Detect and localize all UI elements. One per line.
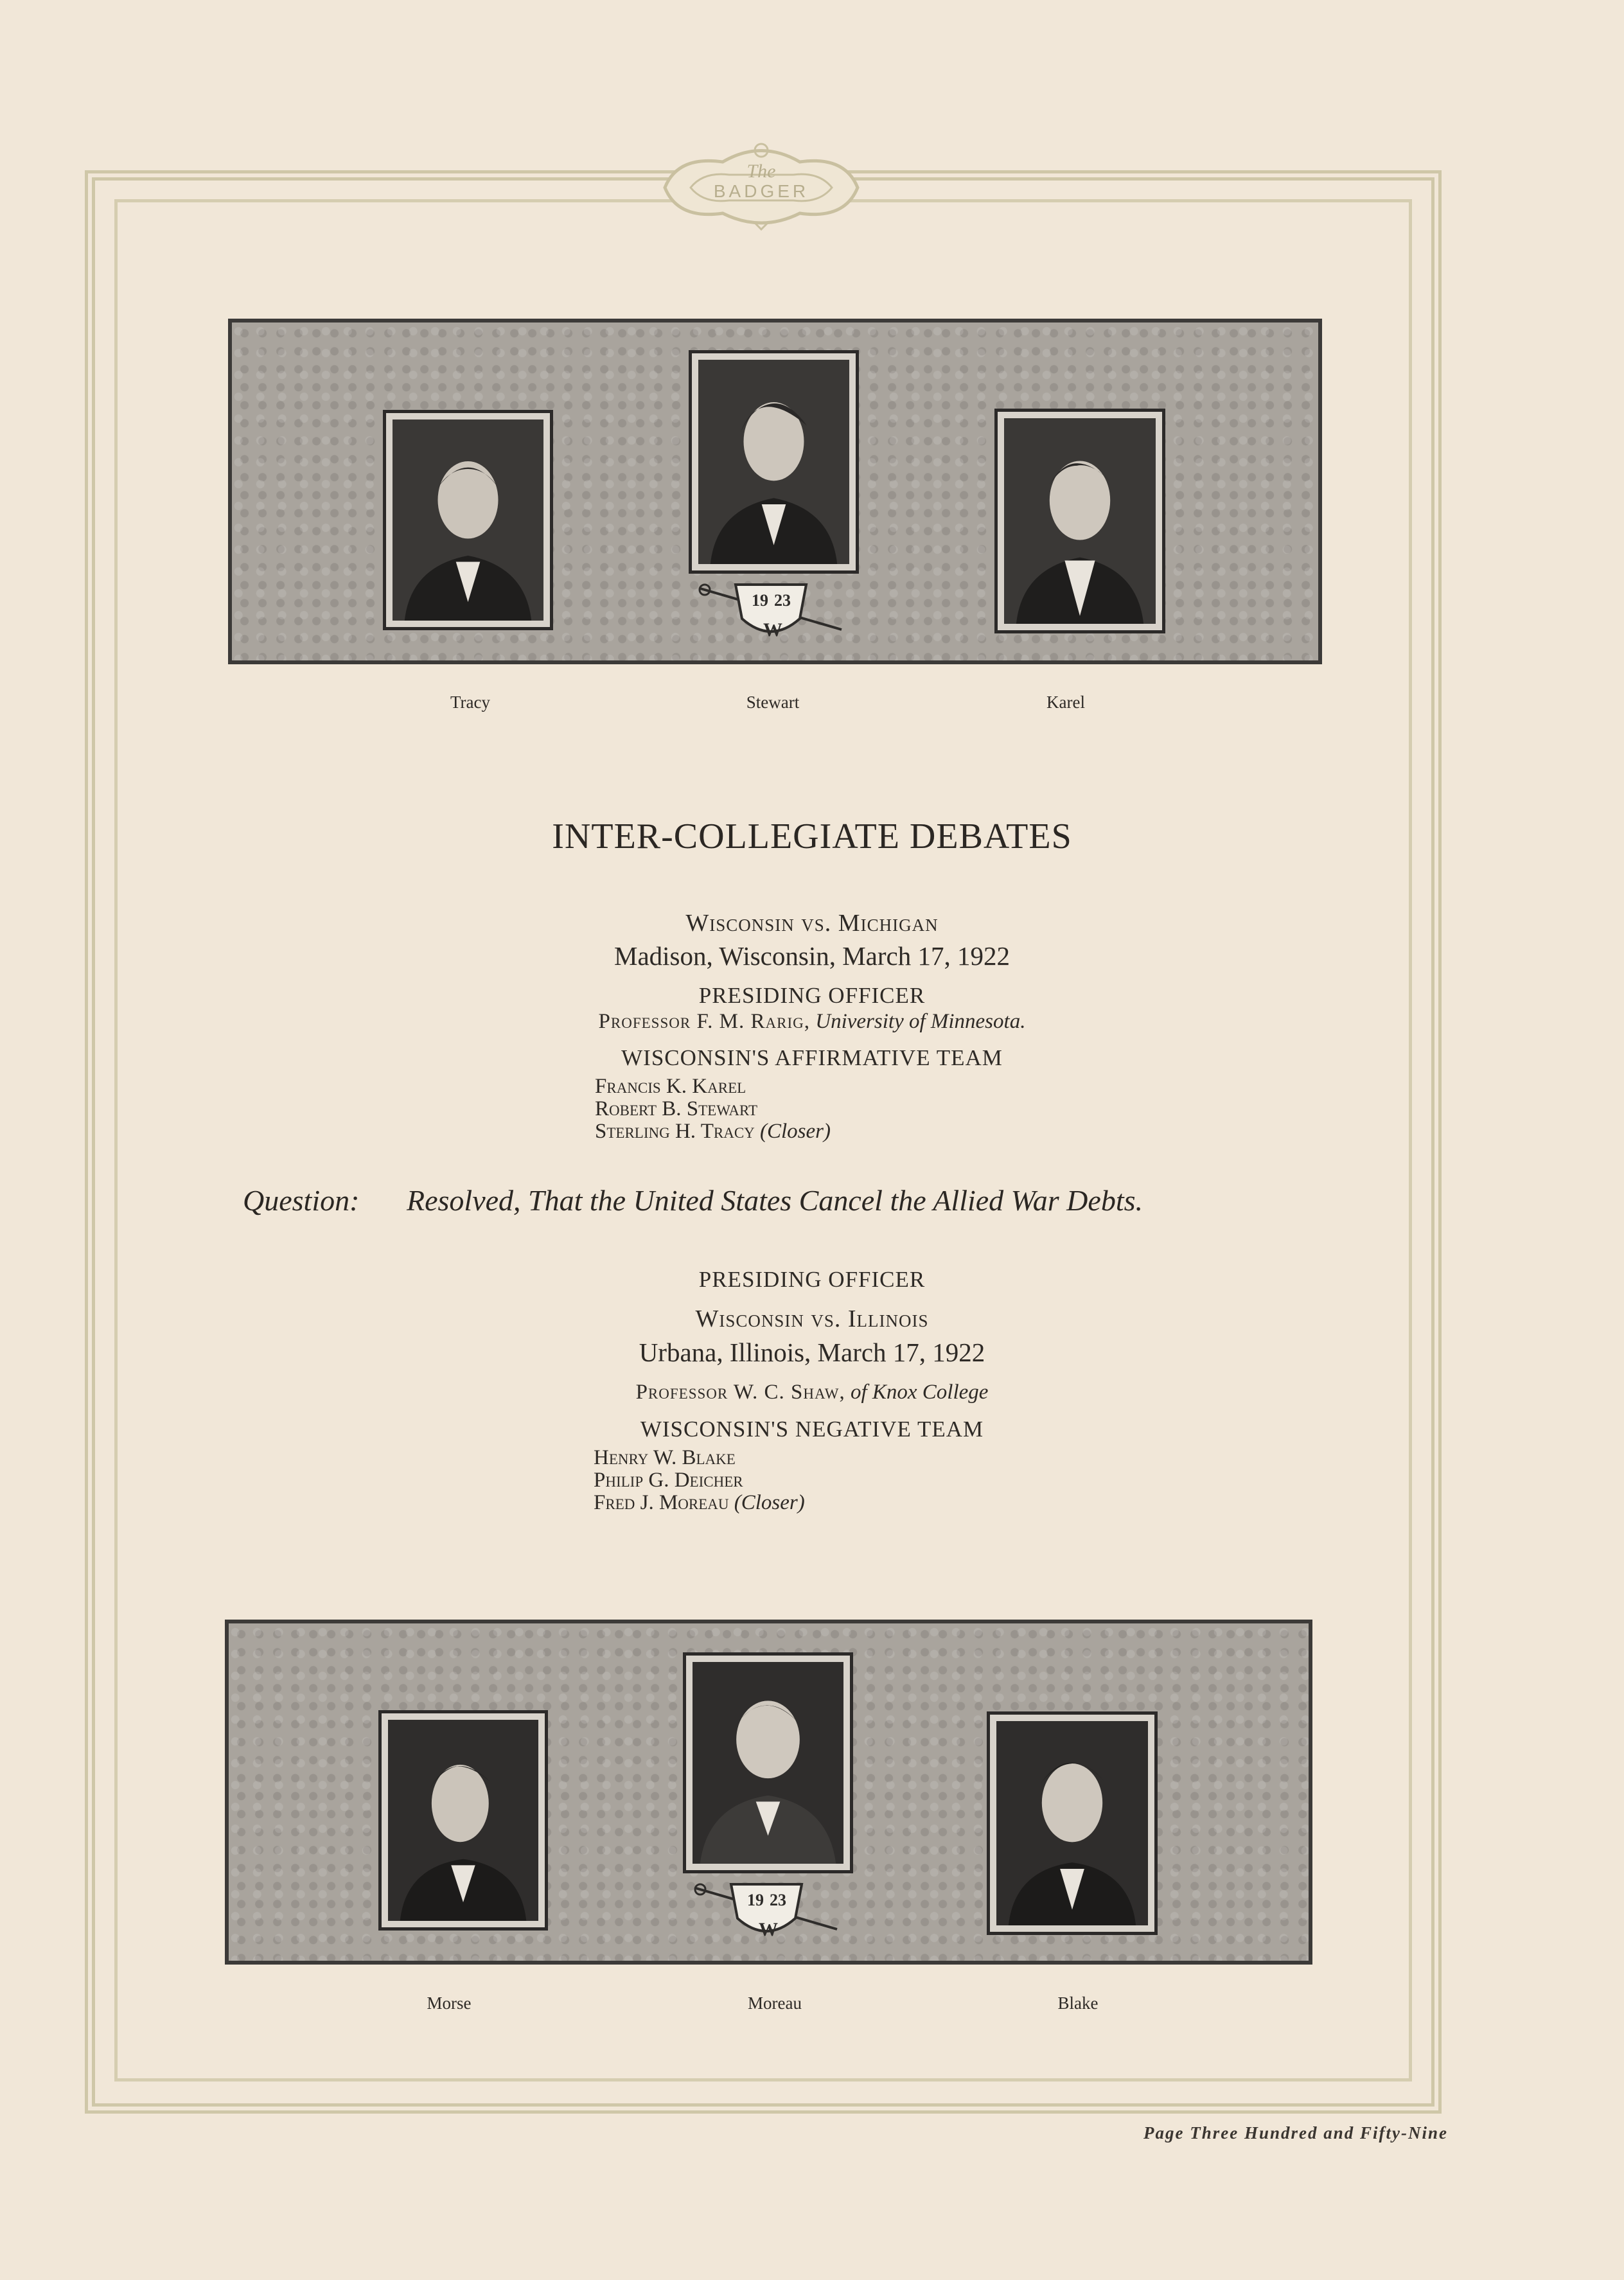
- portrait-photo-icon: [693, 1662, 843, 1864]
- portrait-photo-icon: [996, 1721, 1148, 1925]
- emblem-year-top: 19: [752, 591, 768, 610]
- crest-small-text: The: [746, 161, 776, 182]
- portrait-photo-icon: [388, 1720, 538, 1921]
- debate1-matchup: Wisconsin vs. Michigan: [685, 910, 939, 937]
- class-emblem-icon: [697, 577, 845, 648]
- debate1-team-heading: WISCONSIN'S AFFIRMATIVE TEAM: [621, 1045, 1003, 1070]
- portrait-tracy: [383, 410, 553, 630]
- emblem-year-top: 19: [747, 1891, 764, 1909]
- closer-note: (Closer): [760, 1120, 831, 1143]
- debate1-place-date: Madison, Wisconsin, March 17, 1922: [614, 941, 1010, 971]
- portrait-stewart: [689, 350, 859, 574]
- closer-note: (Closer): [734, 1491, 805, 1514]
- debate2-officer-heading: PRESIDING OFFICER: [698, 1267, 926, 1292]
- team-member: Fred J. Moreau (Closer): [594, 1491, 805, 1514]
- portrait-photo-icon: [393, 420, 543, 621]
- debate1-officer-name: Professor F. M. Rarig,: [598, 1010, 810, 1033]
- debate2-team-list: [594, 1447, 805, 1514]
- class-of-1923-emblem: [693, 1877, 840, 1947]
- debate1-officer-affiliation: University of Minnesota.: [815, 1010, 1026, 1033]
- debate2-officer: [0, 1381, 1624, 1404]
- class-of-1923-emblem: [697, 577, 845, 648]
- caption-morse: Morse: [427, 1993, 472, 2013]
- caption-tracy: Tracy: [450, 693, 490, 712]
- caption-moreau: Moreau: [748, 1993, 802, 2013]
- debate1-team-list: [595, 1075, 831, 1143]
- team-member: Philip G. Deicher: [594, 1469, 743, 1492]
- debate2-officer-name: Professor W. C. Shaw,: [635, 1381, 845, 1404]
- question-label: Question:: [243, 1184, 360, 1217]
- debate2-matchup: Wisconsin vs. Illinois: [695, 1305, 929, 1332]
- emblem-year-bottom: 23: [774, 591, 791, 610]
- emblem-year-bottom: 23: [770, 1891, 786, 1909]
- debate-question: [243, 1183, 1143, 1217]
- question-text: Resolved, That the United States Cancel the Allied War Debts.: [407, 1184, 1143, 1217]
- debate2-officer-affiliation: of Knox College: [850, 1381, 989, 1404]
- class-emblem-icon: [693, 1877, 840, 1947]
- debate1-officer-heading: PRESIDING OFFICER: [698, 983, 926, 1008]
- team-member: Robert B. Stewart: [595, 1097, 758, 1120]
- portrait-photo-icon: [1004, 418, 1156, 624]
- portrait-moreau: [683, 1652, 853, 1873]
- portrait-karel: [994, 409, 1165, 633]
- caption-blake: Blake: [1057, 1993, 1099, 2013]
- caption-karel: Karel: [1046, 693, 1085, 712]
- debate1-officer: [0, 1010, 1624, 1034]
- caption-stewart: Stewart: [746, 693, 800, 712]
- page-title: INTER-COLLEGIATE DEBATES: [552, 817, 1072, 856]
- team-member: Henry W. Blake: [594, 1446, 736, 1469]
- portrait-blake: [987, 1711, 1158, 1935]
- emblem-letter: W: [759, 1919, 778, 1940]
- crest-title: BADGER: [713, 181, 809, 201]
- portrait-photo-icon: [698, 360, 849, 564]
- team-member: Sterling H. Tracy (Closer): [595, 1120, 831, 1143]
- page-number: Page Three Hundred and Fifty-Nine: [1143, 2123, 1448, 2143]
- debate2-place-date: Urbana, Illinois, March 17, 1922: [639, 1338, 985, 1367]
- debate2-team-heading: WISCONSIN'S NEGATIVE TEAM: [640, 1417, 984, 1442]
- team-member: Francis K. Karel: [595, 1075, 746, 1098]
- portrait-morse: [378, 1710, 548, 1931]
- badger-crest-ornament: [652, 136, 870, 234]
- emblem-letter: W: [763, 619, 782, 641]
